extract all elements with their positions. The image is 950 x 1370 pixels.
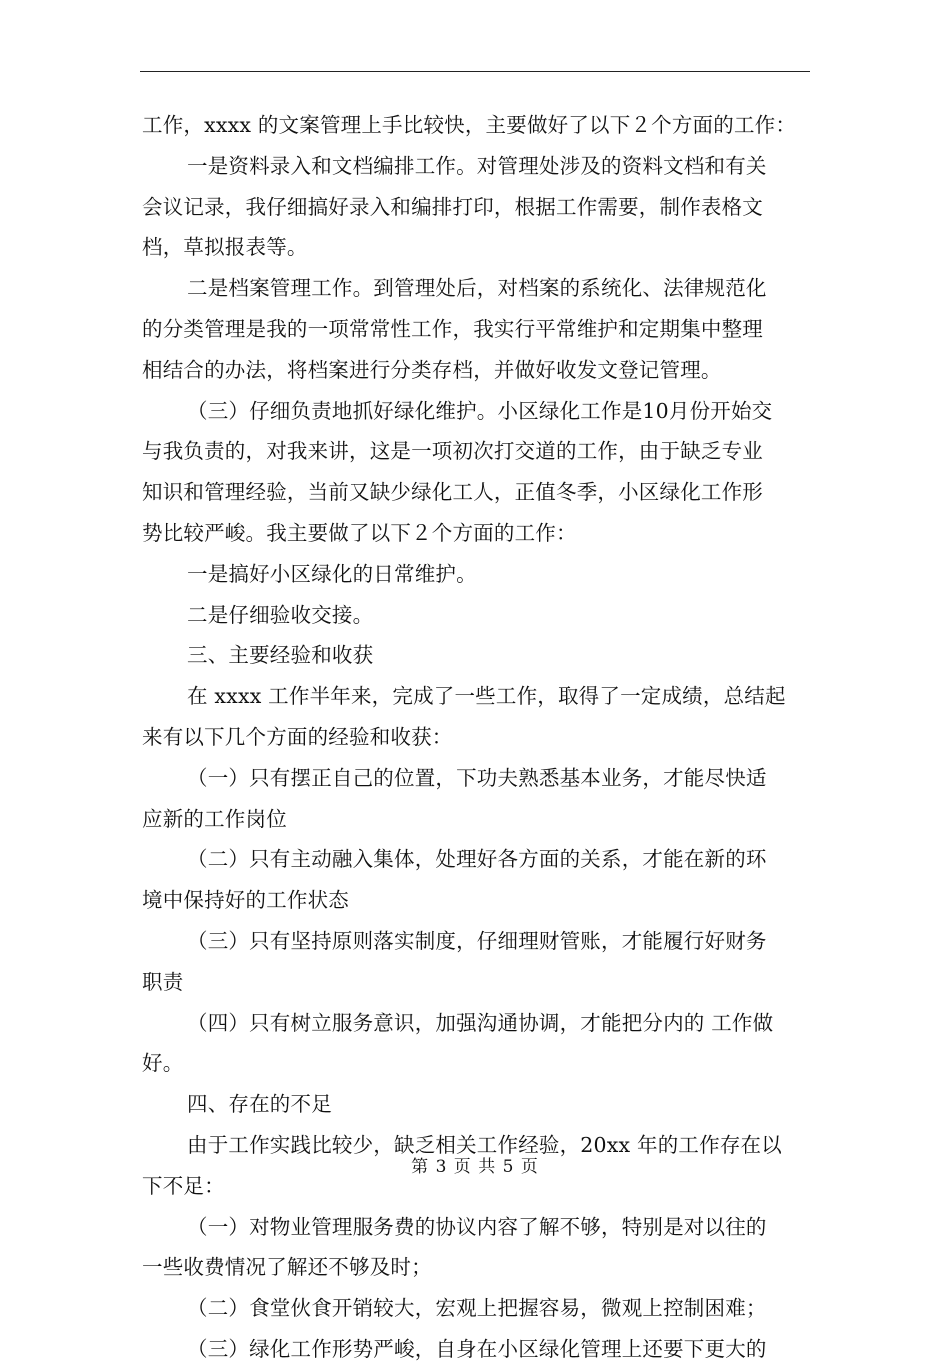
text-line: 相结合的办法，将档案进行分类存档，并做好收发文登记管理。 xyxy=(142,357,722,382)
text-line: 四、存在的不足 xyxy=(187,1092,332,1117)
text-line: 境中保持好的工作状态 xyxy=(142,888,349,913)
text-line: 势比较严峻。我主要做了以下２个方面的工作： xyxy=(142,520,577,545)
text-line: 会议记录，我仔细搞好录入和编排打印，根据工作需要，制作表格文 xyxy=(142,194,763,219)
text-line: 由于工作实践比较少，缺乏相关工作经验，20xx 年的工作存在以 xyxy=(187,1132,782,1157)
text-line: 在 xxxx 工作半年来，完成了一些工作，取得了一定成绩，总结起 xyxy=(187,684,786,709)
text-line: 工作，xxxx 的文案管理上手比较快，主要做好了以下２个方面的工作： xyxy=(142,113,797,137)
text-line: （一）只有摆正自己的位置，下功夫熟悉基本业务，才能尽快适 xyxy=(187,765,767,790)
text-line: 三、主要经验和收获 xyxy=(187,643,374,668)
text-line: 职责 xyxy=(142,969,184,994)
text-line: 应新的工作岗位 xyxy=(142,806,287,831)
text-line: 一是资料录入和文档编排工作。对管理处涉及的资料文档和有关 xyxy=(187,153,767,178)
text-line: 二是仔细验收交接。 xyxy=(187,602,374,627)
text-line: （一）对物业管理服务费的协议内容了解不够，特别是对以往的 xyxy=(187,1214,767,1239)
header-rule xyxy=(140,71,810,72)
text-line: 与我负责的，对我来讲，这是一项初次打交道的工作，由于缺乏专业 xyxy=(142,439,763,464)
text-line: （三）仔细负责地抓好绿化维护。小区绿化工作是10月份开始交 xyxy=(187,398,773,423)
page-footer: 第 3 页 共 5 页 xyxy=(411,1157,539,1177)
text-line: 好。 xyxy=(142,1051,184,1076)
text-line: （四）只有树立服务意识，加强沟通协调，才能把分内的 工作做 xyxy=(187,1010,774,1035)
text-line: 的分类管理是我的一项常常性工作，我实行平常维护和定期集中整理 xyxy=(142,316,763,341)
text-line: 一是搞好小区绿化的日常维护。 xyxy=(187,561,477,586)
text-line: （三）只有坚持原则落实制度，仔细理财管账，才能履行好财务 xyxy=(187,928,767,953)
text-line: 知识和管理经验，当前又缺少绿化工人，正值冬季，小区绿化工作形 xyxy=(142,480,763,505)
text-line: 来有以下几个方面的经验和收获： xyxy=(142,724,453,749)
text-line: 二是档案管理工作。到管理处后，对档案的系统化、法律规范化 xyxy=(187,276,767,301)
text-line: （三）绿化工作形势严峻，自身在小区绿化管理上还要下更大的 xyxy=(187,1336,767,1361)
text-line: 下不足： xyxy=(142,1173,225,1198)
text-line: （二）食堂伙食开销较大，宏观上把握容易，微观上控制困难； xyxy=(187,1296,767,1321)
document-body xyxy=(142,105,808,1370)
text-line: （二）只有主动融入集体，处理好各方面的关系，才能在新的环 xyxy=(187,847,767,872)
text-line: 档，草拟报表等。 xyxy=(142,235,308,260)
text-line: 一些收费情况了解还不够及时； xyxy=(142,1255,432,1280)
